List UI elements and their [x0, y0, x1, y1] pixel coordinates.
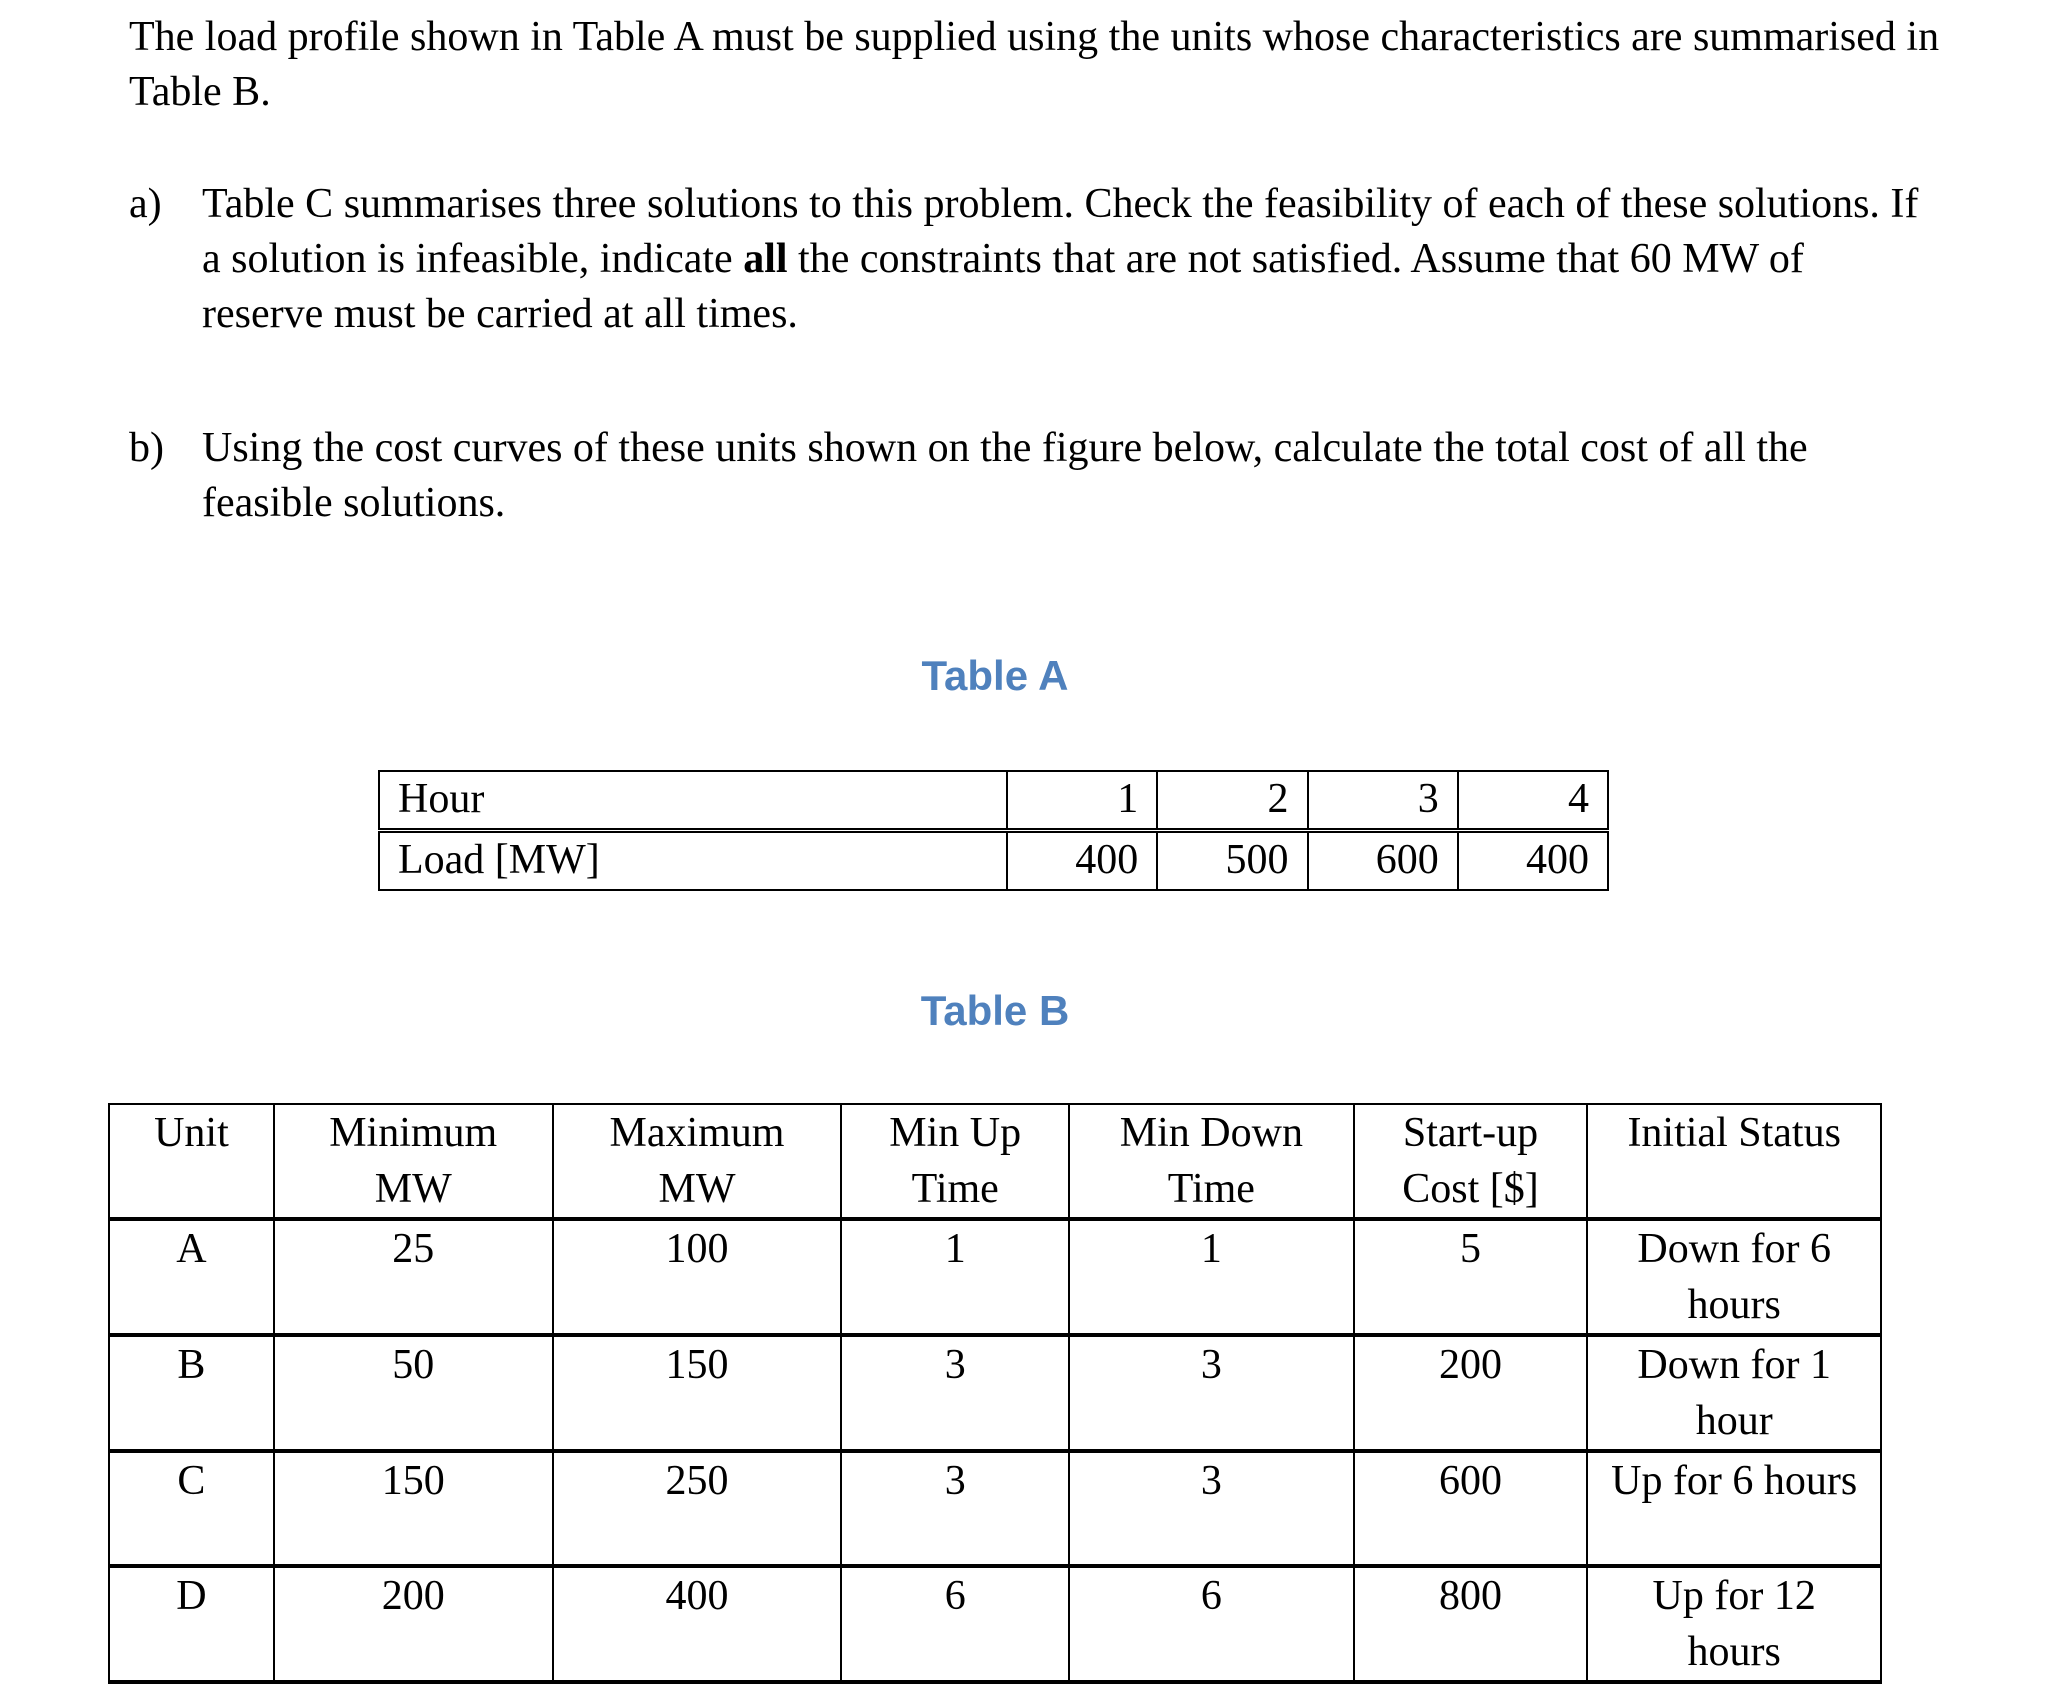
question-a: [129, 177, 1929, 342]
table-cell: 400: [553, 1566, 842, 1682]
table-cell: 150: [274, 1451, 553, 1566]
table-cell: Hour: [379, 771, 1007, 831]
table-cell: 3: [841, 1451, 1069, 1566]
table-cell: 400: [1007, 831, 1157, 891]
table-cell: A: [109, 1219, 274, 1335]
table-header-row: [109, 1104, 1881, 1219]
table-cell: C: [109, 1451, 274, 1566]
table-cell: B: [109, 1335, 274, 1451]
table-cell: 3: [841, 1335, 1069, 1451]
table-row: [379, 831, 1608, 891]
table-cell: 2: [1157, 771, 1307, 831]
table-cell: 50: [274, 1335, 553, 1451]
header-cell: Unit: [109, 1104, 274, 1219]
table-cell: 3: [1069, 1451, 1354, 1566]
table-cell: 400: [1458, 831, 1608, 891]
table-cell: Down for 6 hours: [1587, 1219, 1881, 1335]
table-row: [109, 1335, 1881, 1451]
table-cell: 3: [1069, 1335, 1354, 1451]
table-a-title: Table A: [921, 652, 1069, 699]
question-b-text: Using the cost curves of these units shown on the figure below, calculate the total cost of all the feasible solutions.: [202, 425, 1808, 526]
table-cell: 5: [1354, 1219, 1588, 1335]
table-cell: 600: [1308, 831, 1458, 891]
header-cell: Min Up Time: [841, 1104, 1069, 1219]
table-row: [379, 771, 1608, 831]
table-cell: D: [109, 1566, 274, 1682]
table-cell: 3: [1308, 771, 1458, 831]
table-cell: Down for 1 hour: [1587, 1335, 1881, 1451]
question-b-label: b): [129, 425, 164, 471]
question-a-label: a): [129, 181, 162, 227]
table-cell: 100: [553, 1219, 842, 1335]
table-cell: 800: [1354, 1566, 1588, 1682]
table-b: [108, 1103, 1882, 1684]
table-cell: Up for 6 hours: [1587, 1451, 1881, 1566]
header-cell: Min Down Time: [1069, 1104, 1354, 1219]
header-cell: Start-up Cost [$]: [1354, 1104, 1588, 1219]
table-row: [109, 1566, 1881, 1682]
table-cell: 500: [1157, 831, 1307, 891]
table-row: [109, 1219, 1881, 1335]
intro-paragraph: The load profile shown in Table A must be supplied using the units whose characteristics are summarised in Table B.: [129, 14, 1940, 115]
table-cell: 4: [1458, 771, 1608, 831]
table-cell: 6: [1069, 1566, 1354, 1682]
table-cell: 25: [274, 1219, 553, 1335]
table-b-title: Table B: [920, 987, 1070, 1034]
table-row: [109, 1451, 1881, 1566]
question-a-bold: all: [743, 236, 788, 282]
table-cell: 250: [553, 1451, 842, 1566]
question-b: [129, 421, 1929, 531]
table-a: [378, 770, 1609, 891]
table-cell: 1: [1069, 1219, 1354, 1335]
table-cell: 1: [841, 1219, 1069, 1335]
table-cell: 200: [274, 1566, 553, 1682]
table-cell: 1: [1007, 771, 1157, 831]
header-cell: Minimum MW: [274, 1104, 553, 1219]
table-cell: 150: [553, 1335, 842, 1451]
table-cell: Up for 12 hours: [1587, 1566, 1881, 1682]
header-cell: Maximum MW: [553, 1104, 842, 1219]
table-cell: 600: [1354, 1451, 1588, 1566]
table-cell: Load [MW]: [379, 831, 1007, 891]
header-cell: Initial Status: [1587, 1104, 1881, 1219]
table-cell: 6: [841, 1566, 1069, 1682]
question-a-text: Table C summarises three solutions to this problem. Check the feasibility of each of these solutions. If a solution is infeasible, indicate: [202, 181, 1919, 282]
table-cell: 200: [1354, 1335, 1588, 1451]
question-a-text-end: the constraints that are not satisfied. Assume that 60 MW of reserve must be carried at all times.: [202, 236, 1804, 337]
